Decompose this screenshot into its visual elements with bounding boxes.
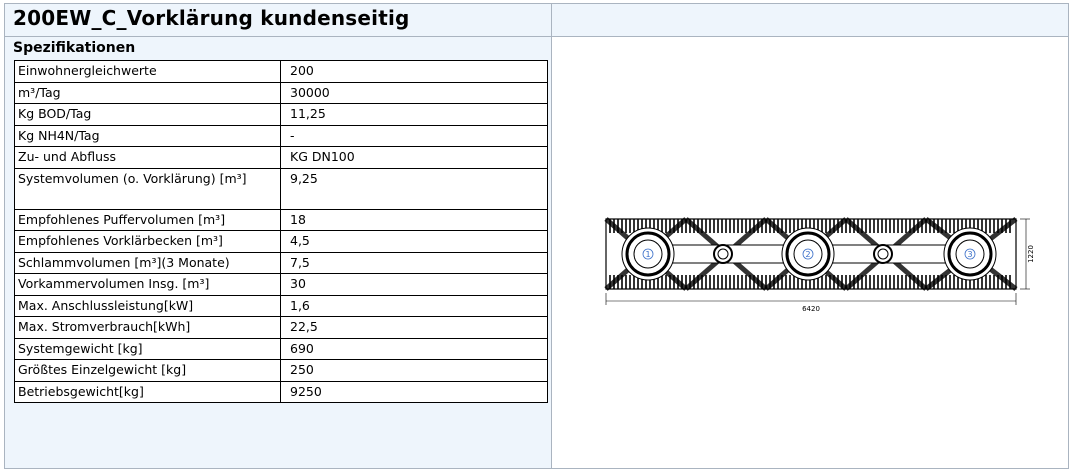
tank-number: 1 xyxy=(645,250,651,259)
spec-value: 22,5 xyxy=(281,317,548,339)
dimension-height-label: 1220 xyxy=(1027,245,1035,263)
spec-value: KG DN100 xyxy=(281,147,548,169)
spec-label: Größtes Einzelgewicht [kg] xyxy=(15,360,281,382)
spec-value: 4,5 xyxy=(281,231,548,253)
drawing-panel xyxy=(552,37,1068,468)
spec-label: Zu- und Abfluss xyxy=(15,147,281,169)
spec-label: Einwohnergleichwerte xyxy=(15,61,281,83)
table-row xyxy=(15,209,548,231)
tank-number: 3 xyxy=(967,250,973,259)
table-row xyxy=(15,125,548,147)
spec-value: 30 xyxy=(281,274,548,296)
spec-value: 7,5 xyxy=(281,252,548,274)
spec-value: 690 xyxy=(281,338,548,360)
spec-label: Betriebsgewicht[kg] xyxy=(15,381,281,403)
table-row xyxy=(15,147,548,169)
system-plan-drawing xyxy=(594,207,1034,317)
table-row xyxy=(15,104,548,126)
spec-label: Max. Anschlussleistung[kW] xyxy=(15,295,281,317)
spec-value: 18 xyxy=(281,209,548,231)
spec-label: m³/Tag xyxy=(15,82,281,104)
table-row xyxy=(15,317,548,339)
spec-label: Kg NH4N/Tag xyxy=(15,125,281,147)
inner-port xyxy=(718,249,728,259)
spec-value: - xyxy=(281,125,548,147)
spec-value: 250 xyxy=(281,360,548,382)
spec-label: Kg BOD/Tag xyxy=(15,104,281,126)
table-row xyxy=(15,82,548,104)
table-row xyxy=(15,338,548,360)
spec-table xyxy=(14,60,548,403)
spec-label: Systemgewicht [kg] xyxy=(15,338,281,360)
spec-label: Max. Stromverbrauch[kWh] xyxy=(15,317,281,339)
spec-value: 11,25 xyxy=(281,104,548,126)
page-title: 200EW_C_Vorklärung kundenseitig xyxy=(13,6,410,30)
spec-value: 200 xyxy=(281,61,548,83)
dimension-width-label: 6420 xyxy=(802,305,820,313)
tank-number: 2 xyxy=(805,250,811,259)
spec-label: Vorkammervolumen Insg. [m³] xyxy=(15,274,281,296)
spec-sheet xyxy=(4,3,1069,469)
spec-value: 9,25 xyxy=(281,168,548,209)
spec-label: Schlammvolumen [m³](3 Monate) xyxy=(15,252,281,274)
spec-heading: Spezifikationen xyxy=(13,40,136,56)
table-row xyxy=(15,274,548,296)
spec-value: 1,6 xyxy=(281,295,548,317)
table-row xyxy=(15,168,548,209)
spec-label: Empfohlenes Vorklärbecken [m³] xyxy=(15,231,281,253)
table-row xyxy=(15,61,548,83)
spec-label: Systemvolumen (o. Vorklärung) [m³] xyxy=(15,168,281,209)
table-row xyxy=(15,360,548,382)
table-row xyxy=(15,231,548,253)
spec-label: Empfohlenes Puffervolumen [m³] xyxy=(15,209,281,231)
table-row xyxy=(15,381,548,403)
inner-port xyxy=(878,249,888,259)
spec-value: 30000 xyxy=(281,82,548,104)
table-row xyxy=(15,252,548,274)
table-row xyxy=(15,295,548,317)
spec-value: 9250 xyxy=(281,381,548,403)
